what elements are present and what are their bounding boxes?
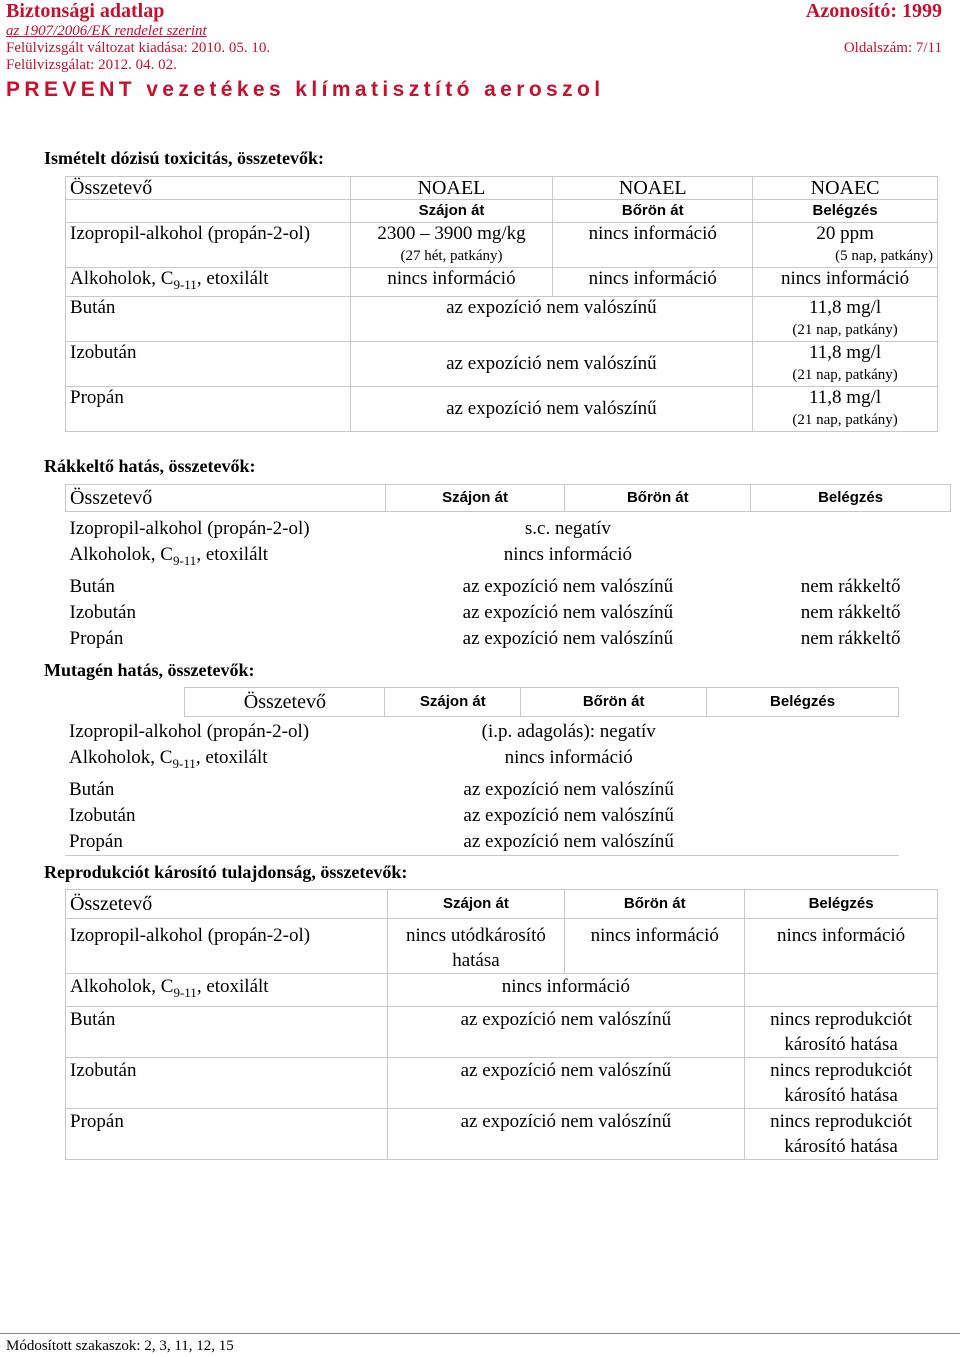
header-noael-skin: NOAEL — [553, 177, 753, 200]
section-title-carcinogenicity: Rákkeltő hatás, összetevők: — [44, 456, 256, 476]
table-row: Propán az expozíció nem valószínű nincs reprodukciót károsító hatása — [66, 1108, 938, 1159]
subheader-skin: Bőrön át — [553, 200, 753, 223]
reproductive-table — [65, 889, 938, 1160]
product-name: PREVENT vezetékes klímatisztító aeroszol — [6, 78, 605, 101]
header-noael-oral: NOAEL — [350, 177, 553, 200]
section-title-repeated-dose: Ismételt dózisú toxicitás, összetevők: — [44, 148, 324, 168]
header-component: Összetevő — [66, 177, 351, 200]
table-row: Bután az expozíció nem valószínű nincs reprodukciót károsító hatása — [66, 1006, 938, 1057]
table-row: Izopropil-alkohol (propán-2-ol) 2300 – 3900 mg/kg (27 hét, patkány) nincs információ 20 ppm (5 nap, patkány) — [66, 223, 938, 268]
document-id: Azonosító: 1999 — [805, 0, 942, 22]
table-header-row: Összetevő Szájon át Bőrön át Belégzés — [66, 890, 938, 919]
subheader-inhal: Belégzés — [753, 200, 938, 223]
table-row: Izopropil-alkohol (propán-2-ol) (i.p. adagolás): negatív — [69, 721, 656, 742]
table-row: Alkoholok, $C_{9-11}$, etoxilált nincs információ — [69, 747, 633, 771]
table-row: Alkoholok, $C_{9-11}$, etoxilált nincs információ — [69, 544, 633, 568]
page-number: Oldalszám: 7/11 — [843, 40, 942, 56]
footer-divider — [0, 1333, 960, 1334]
table-row: Alkoholok, $C_{9-11}$, etoxilált nincs információ — [66, 974, 938, 1007]
section-title-mutagenicity: Mutagén hatás, összetevők: — [44, 660, 255, 680]
table-row: Izobután az expozíció nem valószínű — [69, 804, 674, 826]
page-header — [6, 0, 942, 102]
mutagenicity-table — [65, 687, 899, 856]
table-row: Bután az expozíció nem valószínű 11,8 mg/l (21 nap, patkány) — [66, 296, 938, 341]
table-header-row: Összetevő Szájon át Bőrön át Belégzés — [66, 485, 951, 512]
table-row: Propán az expozíció nem valószínű — [65, 829, 899, 856]
subheader-oral: Szájon át — [350, 200, 553, 223]
repeated-dose-table — [65, 176, 938, 432]
table-subheader-row — [66, 200, 938, 223]
table-header-row: Összetevő Szájon át Bőrön át Belégzés — [65, 688, 899, 717]
table-row: Alkoholok, $C_{9-11}$, etoxilált nincs információ nincs információ nincs információ — [66, 268, 938, 297]
revision-date: Felülvizsgált változat kiadása: 2010. 05. 10. — [6, 40, 271, 56]
table-row: Izopropil-alkohol (propán-2-ol) s.c. negatív — [69, 518, 611, 539]
table-row: Izobután az expozíció nem valószínű nincs reprodukciót károsító hatása — [66, 1057, 938, 1108]
section-title-reproductive: Reprodukciót károsító tulajdonság, összetevők: — [44, 862, 408, 882]
review-date: Felülvizsgálat: 2012. 04. 02. — [6, 57, 177, 73]
table-row: Propán az expozíció nem valószínű 11,8 mg/l (21 nap, patkány) — [66, 386, 938, 431]
header-noaec: NOAEC — [753, 177, 938, 200]
table-row: Izopropil-alkohol (propán-2-ol) nincs utódkárosító hatása nincs információ nincs információ — [66, 919, 938, 974]
footer-modified-sections: Módosított szakaszok: 2, 3, 11, 12, 15 — [6, 1338, 234, 1354]
table-row: Propán az expozíció nem valószínű nem rákkeltő — [69, 627, 901, 649]
table-row: Bután az expozíció nem valószínű — [69, 778, 674, 800]
table-row: Bután az expozíció nem valószínű nem rákkeltő — [69, 575, 901, 597]
table-row: Izobután az expozíció nem valószínű nem rákkeltő — [69, 601, 901, 623]
carcinogenicity-table — [65, 484, 951, 652]
document-title: Biztonsági adatlap — [6, 0, 165, 22]
table-header-row — [66, 177, 938, 200]
table-row: Izobután az expozíció nem valószínű 11,8 mg/l (21 nap, patkány) — [66, 341, 938, 386]
regulation-line: az 1907/2006/EK rendelet szerint — [6, 23, 207, 39]
